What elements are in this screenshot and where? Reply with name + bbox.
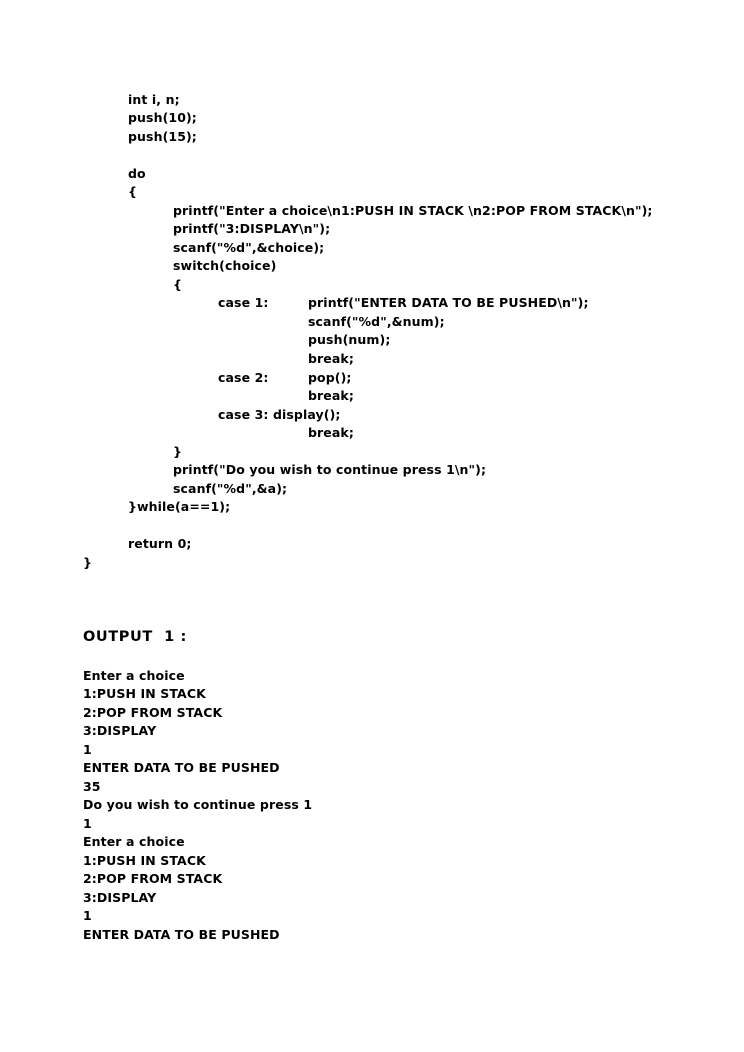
output-line: Enter a choice bbox=[83, 834, 185, 849]
code-line: { bbox=[128, 184, 137, 199]
code-line: case 1: bbox=[218, 295, 269, 310]
code-line: printf("ENTER DATA TO BE PUSHED\n"); bbox=[308, 295, 589, 310]
output-line: Enter a choice bbox=[83, 668, 185, 683]
code-line: } bbox=[173, 444, 182, 459]
code-line: { bbox=[173, 277, 182, 292]
output-line: 3:DISPLAY bbox=[83, 890, 157, 905]
code-line: int i, n; bbox=[128, 92, 180, 107]
output-line: 1 bbox=[83, 908, 92, 923]
output-line: 2:POP FROM STACK bbox=[83, 705, 223, 720]
output-line: 1:PUSH IN STACK bbox=[83, 686, 206, 701]
code-line: push(10); bbox=[128, 110, 197, 125]
output-line: 1:PUSH IN STACK bbox=[83, 853, 206, 868]
code-line: scanf("%d",&choice); bbox=[173, 240, 325, 255]
code-line: push(num); bbox=[308, 332, 391, 347]
code-line: push(15); bbox=[128, 129, 197, 144]
output-line: 1 bbox=[83, 816, 92, 831]
output-line: 2:POP FROM STACK bbox=[83, 871, 223, 886]
code-line: pop(); bbox=[308, 370, 352, 385]
output-heading: OUTPUT 1 : bbox=[83, 629, 187, 645]
code-line: printf("Do you wish to continue press 1\n"); bbox=[173, 462, 487, 477]
code-line: switch(choice) bbox=[173, 258, 277, 273]
output-line: ENTER DATA TO BE PUSHED bbox=[83, 760, 280, 775]
code-line: case 2: bbox=[218, 370, 269, 385]
code-line: break; bbox=[308, 388, 354, 403]
output-line: 1 bbox=[83, 742, 92, 757]
output-line: 3:DISPLAY bbox=[83, 723, 157, 738]
output-line: 35 bbox=[83, 779, 101, 794]
code-line: return 0; bbox=[128, 536, 192, 551]
output-line: Do you wish to continue press 1 bbox=[83, 797, 313, 812]
code-line: } bbox=[83, 555, 92, 570]
code-line: break; bbox=[308, 351, 354, 366]
output-line: ENTER DATA TO BE PUSHED bbox=[83, 927, 280, 942]
code-line: printf("3:DISPLAY\n"); bbox=[173, 221, 331, 236]
code-line: do bbox=[128, 166, 146, 181]
code-line: scanf("%d",&num); bbox=[308, 314, 445, 329]
code-line: printf("Enter a choice\n1:PUSH IN STACK \n2:POP FROM STACK\n"); bbox=[173, 203, 653, 218]
code-line: case 3: display(); bbox=[218, 407, 341, 422]
code-line: break; bbox=[308, 425, 354, 440]
code-line: }while(a==1); bbox=[128, 499, 231, 514]
code-line: scanf("%d",&a); bbox=[173, 481, 288, 496]
